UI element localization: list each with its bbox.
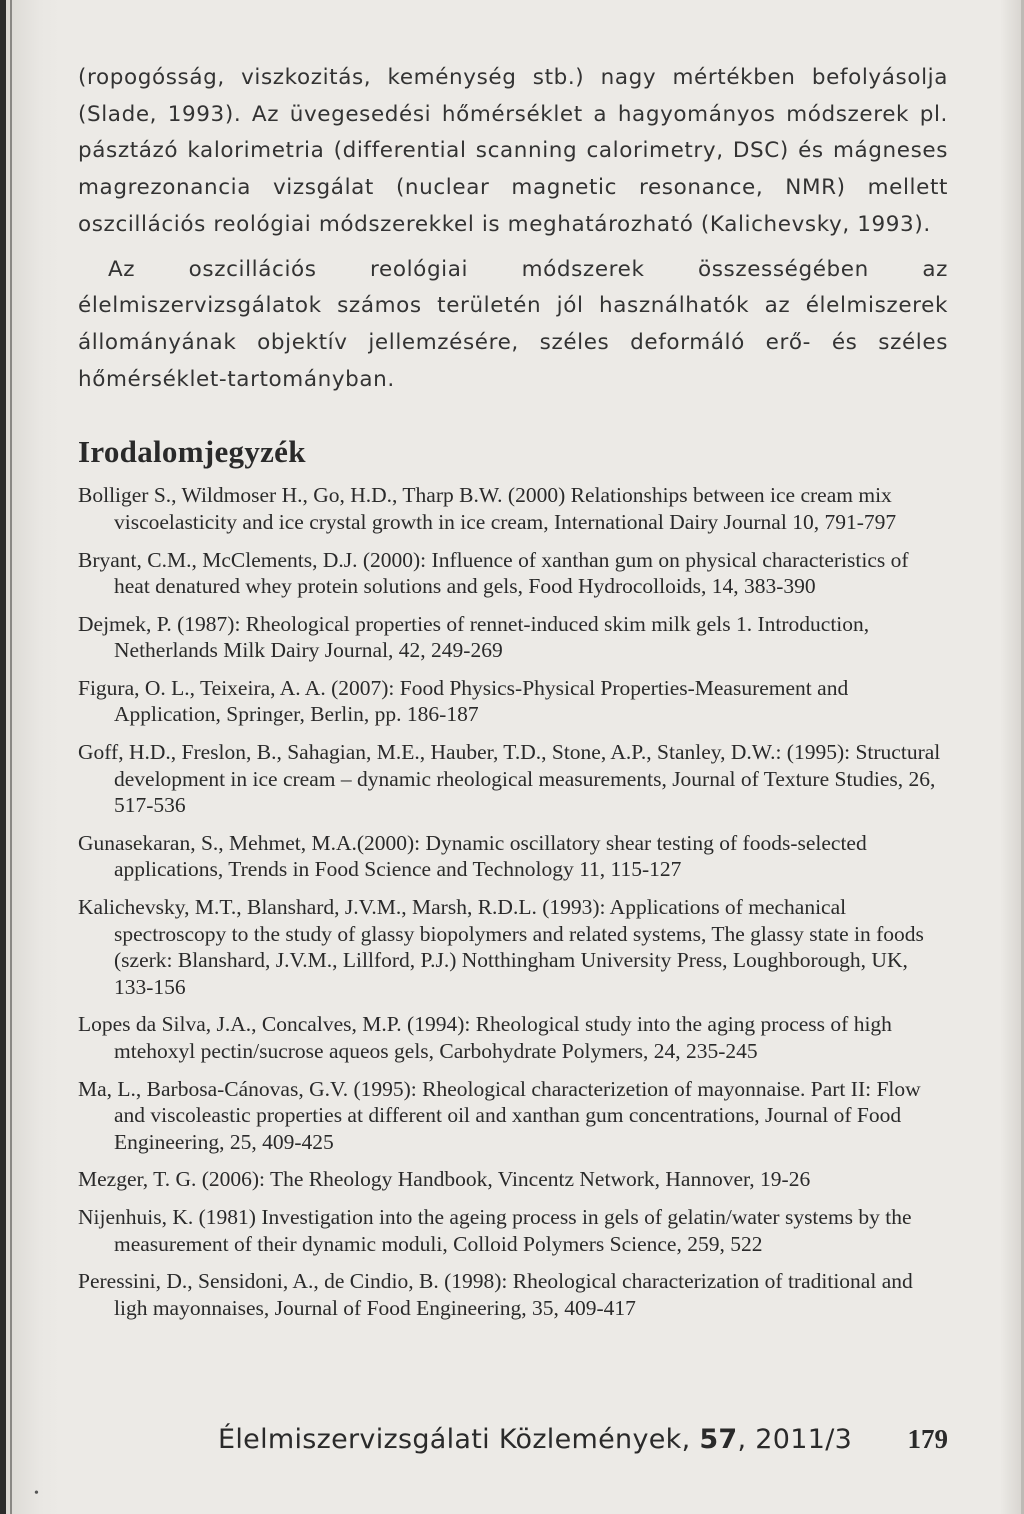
page-spine-edge (0, 0, 6, 1514)
page-number: 179 (907, 1424, 948, 1454)
footer-issue: , 2011/3 (737, 1424, 853, 1455)
footer-journal-citation (218, 1424, 852, 1455)
reference-item: Ma, L., Barbosa-Cánovas, G.V. (1995): Rheological characterizetion of mayonnaise. Part II: Flow and viscoleastic properties at different oil and xanthan gum concentrations, Journal of Food Engineering, 25, 409-425 (78, 1076, 921, 1154)
reference-item: Goff, H.D., Freslon, B., Sahagian, M.E., Hauber, T.D., Stone, A.P., Stanley, D.W.: (1995): Structural development in ice cream – dynamic rheological measurements, Journal of Texture Studies, 26, 517-536 (78, 740, 941, 818)
references-list (78, 482, 948, 1321)
reference-item: Mezger, T. G. (2006): The Rheology Handbook, Vincentz Network, Hannover, 19-26 (78, 1167, 811, 1192)
margin-dot-mark: • (34, 1486, 39, 1501)
reference-item: Dejmek, P. (1987): Rheological properties of rennet-induced skim milk gels 1. Introduction, Netherlands Milk Dairy Journal, 42, 249-269 (78, 611, 870, 663)
reference-item: Kalichevsky, M.T., Blanshard, J.V.M., Marsh, R.D.L. (1993): Applications of mechanical spectroscopy to the study of glassy biopolymers and related systems, The glassy state in foods (szerk: Blanshard, J.V.M., Lillford, P.J.) Notthingham University Press, Loughborough, UK, 133-156 (78, 895, 924, 999)
page-spine-line (10, 0, 12, 1514)
body-paragraph-1: (ropogósság, viszkozitás, keménység stb.) nagy mértékben befolyásolja (Slade, 1993). Az üvegesedési hőmérséklet a hagyományos módszerek pl. pásztázó kalorimetria (differential scanning calorimetry, DSC) és mágneses magrezonancia vizsgálat (nuclear magnetic resonance, NMR) mellett oszcillációs reológiai módszerekkel is meghatározható (Kalichevsky, 1993). (78, 65, 948, 237)
references-heading: Irodalomjegyzék (78, 434, 306, 470)
reference-item: Figura, O. L., Teixeira, A. A. (2007): Food Physics-Physical Properties-Measurement and Application, Springer, Berlin, pp. 186-187 (78, 675, 849, 727)
footer-volume: 57 (699, 1424, 738, 1455)
page-content (78, 60, 948, 1332)
reference-item: Peressini, D., Sensidoni, A., de Cindio, B. (1998): Rheological characterization of traditional and ligh mayonnaises, Journal of Food Engineering, 35, 409-417 (78, 1269, 913, 1320)
reference-item: Bryant, C.M., McClements, D.J. (2000): Influence of xanthan gum on physical characteristics of heat denatured whey protein solutions and gels, Food Hydrocolloids, 14, 383-390 (78, 547, 909, 599)
reference-item: Gunasekaran, S., Mehmet, M.A.(2000): Dynamic oscillatory shear testing of foods-selected applications, Trends in Food Science and Technology 11, 115-127 (78, 830, 867, 882)
body-paragraph-2: Az oszcillációs reológiai módszerek összességében az élelmiszervizsgálatok számos területén jól használhatók az élelmiszerek állományának objektív jellemzésére, széles deformáló erő- és széles hőmérséklet-tartományban. (78, 256, 948, 392)
reference-item: Nijenhuis, K. (1981) Investigation into the ageing process in gels of gelatin/water systems by the measurement of their dynamic moduli, Colloid Polymers Science, 259, 522 (78, 1204, 912, 1256)
footer-journal-name: Élelmiszervizsgálati Közlemények, (218, 1424, 700, 1455)
reference-item: Bolliger S., Wildmoser H., Go, H.D., Tharp B.W. (2000) Relationships between ice cream mix viscoelasticity and ice crystal growth in ice cream, International Dairy Journal 10, 791-797 (78, 483, 897, 534)
reference-item: Lopes da Silva, J.A., Concalves, M.P. (1994): Rheological study into the aging process of high mtehoxyl pectin/sucrose aqueos gels, Carbohydrate Polymers, 24, 235-245 (78, 1012, 892, 1064)
